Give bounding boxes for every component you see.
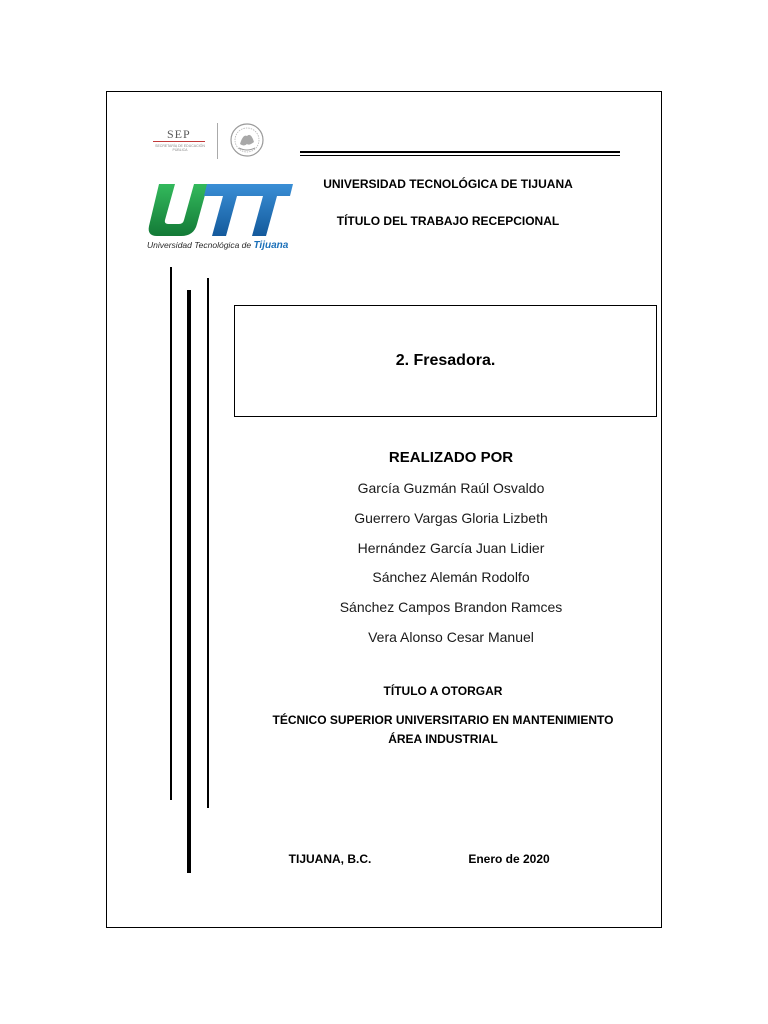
footer-place: TIJUANA, B.C. bbox=[288, 852, 372, 866]
sep-acronym: SEP bbox=[167, 127, 191, 141]
work-title-box bbox=[234, 305, 657, 417]
authors-heading: REALIZADO POR bbox=[388, 449, 514, 466]
sep-logo bbox=[145, 119, 267, 163]
author-item: Vera Alonso Cesar Manuel bbox=[368, 629, 534, 645]
author-item: Sánchez Campos Brandon Ramces bbox=[339, 599, 563, 615]
utt-logo-mark bbox=[145, 178, 295, 240]
vertical-rule-middle bbox=[187, 290, 191, 873]
author-item: Hernández García Juan Lidier bbox=[357, 540, 545, 556]
author-item: Sánchez Alemán Rodolfo bbox=[372, 569, 530, 585]
vertical-rule-left bbox=[170, 267, 172, 800]
utt-caption-city: Tijuana bbox=[253, 240, 289, 251]
degree-line-1: TÉCNICO SUPERIOR UNIVERSITARIO EN MANTENIMIENTO bbox=[272, 713, 614, 727]
sep-underline bbox=[153, 141, 205, 142]
degree-label: TÍTULO A OTORGAR bbox=[383, 684, 503, 698]
header-rule-bottom bbox=[300, 155, 620, 156]
vertical-rule-right bbox=[207, 278, 209, 808]
university-name: UNIVERSIDAD TECNOLÓGICA DE TIJUANA bbox=[323, 177, 573, 191]
utt-caption bbox=[147, 240, 288, 251]
author-item: García Guzmán Raúl Osvaldo bbox=[357, 480, 545, 496]
sep-subtitle: SECRETARÍA DE EDUCACIÓN PÚBLICA bbox=[155, 144, 205, 152]
degree-line-2: ÁREA INDUSTRIAL bbox=[388, 732, 498, 746]
utt-logo bbox=[145, 178, 295, 256]
work-title: 2. Fresadora. bbox=[395, 352, 496, 369]
work-title-label: TÍTULO DEL TRABAJO RECEPCIONAL bbox=[336, 214, 560, 228]
sep-divider bbox=[217, 123, 218, 159]
utt-caption-prefix: Universidad Tecnológica de bbox=[147, 240, 254, 250]
author-item: Guerrero Vargas Gloria Lizbeth bbox=[354, 510, 548, 526]
header-rule-top bbox=[300, 151, 620, 153]
national-seal-icon bbox=[229, 122, 265, 158]
footer-date: Enero de 2020 bbox=[468, 852, 550, 866]
